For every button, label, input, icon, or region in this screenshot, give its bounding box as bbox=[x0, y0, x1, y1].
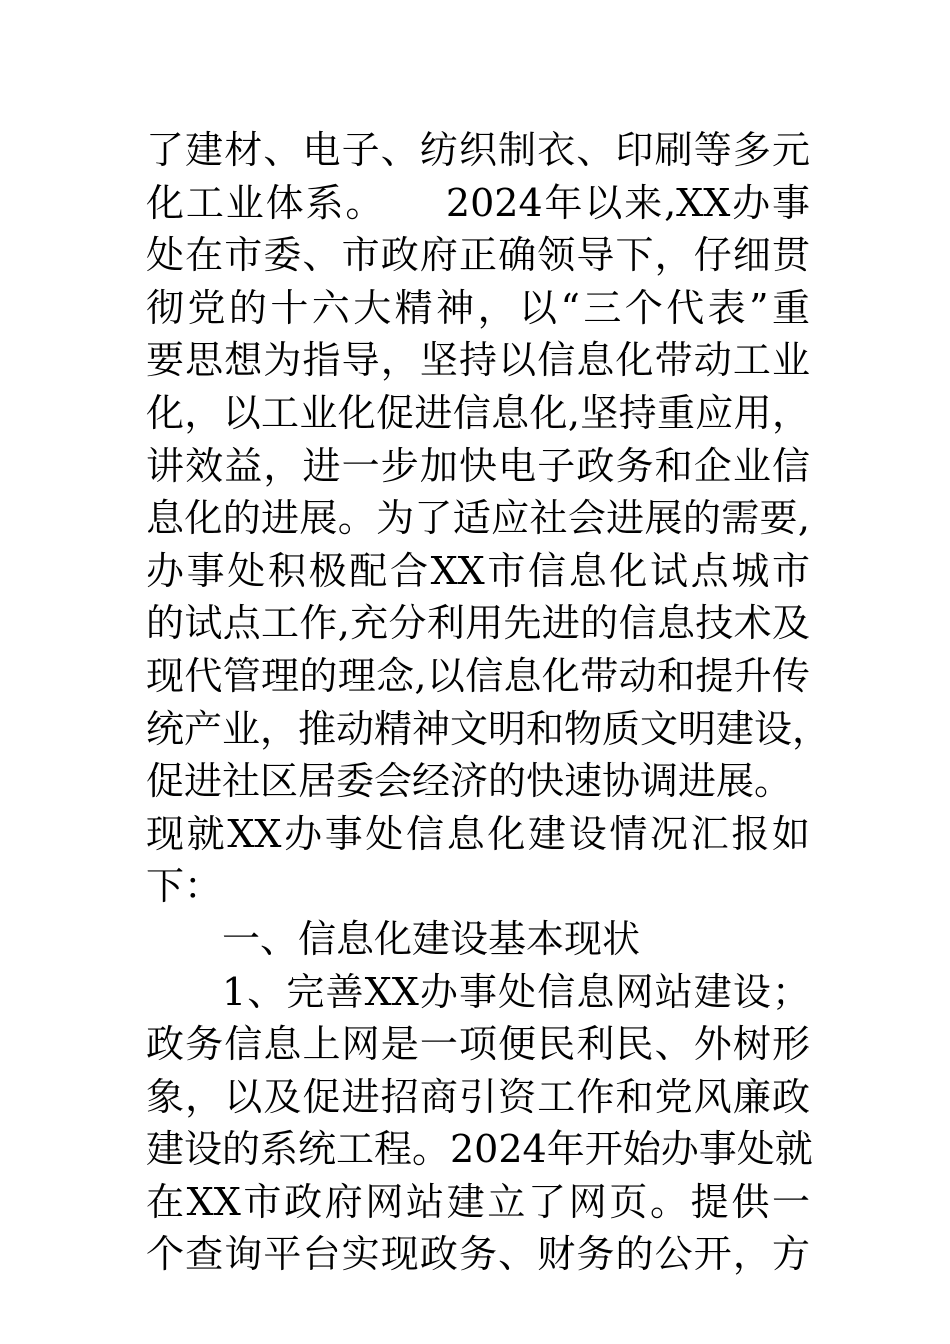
text-line: 了建材、电子、纺织制衣、印刷等多元 bbox=[146, 128, 810, 172]
section-heading: 一、信息化建设基本现状 bbox=[222, 916, 641, 961]
text-line: 的试点工作,充分利用先进的信息技术及 bbox=[146, 601, 810, 646]
subsection-heading: 1、完善XX办事处信息网站建设； bbox=[222, 969, 810, 1014]
text-line: 象，以及促进招商引资工作和党风廉政 bbox=[146, 1074, 810, 1119]
text-line: 现就XX办事处信息化建设情况汇报如 bbox=[146, 811, 810, 856]
text-line: 要思想为指导，坚持以信息化带动工业 bbox=[146, 338, 810, 383]
text-line: 建设的系统工程。2024年开始办事处就 bbox=[146, 1127, 813, 1172]
text-line: 息化的进展。为了适应社会进展的需要, bbox=[146, 496, 810, 541]
text-line: 彻党的十六大精神，以“三个代表”重 bbox=[146, 285, 810, 330]
text-line: 化，以工业化促进信息化,坚持重应用， bbox=[146, 390, 810, 435]
text-line: 在XX市政府网站建立了网页。提供一 bbox=[146, 1179, 810, 1224]
text-line: 统产业，推动精神文明和物质文明建设， bbox=[146, 706, 831, 751]
text-line: 处在市委、市政府正确领导下，仔细贯 bbox=[146, 233, 810, 278]
text-line: 个查询平台实现政务、财务的公开，方 bbox=[146, 1232, 810, 1277]
text-line: 下： bbox=[146, 864, 223, 909]
text-line: 化工业体系。 2024年以来,XX办事 bbox=[146, 180, 810, 225]
text-line: 现代管理的理念,以信息化带动和提升传 bbox=[146, 653, 810, 698]
text-line: 讲效益，进一步加快电子政务和企业信 bbox=[146, 443, 810, 488]
body-text bbox=[146, 124, 831, 1281]
text-line: 政务信息上网是一项便民利民、外树形 bbox=[146, 1022, 810, 1067]
text-line: 办事处积极配合XX市信息化试点城市 bbox=[146, 548, 810, 593]
text-line: 促进社区居委会经济的快速协调进展。 bbox=[146, 759, 793, 804]
